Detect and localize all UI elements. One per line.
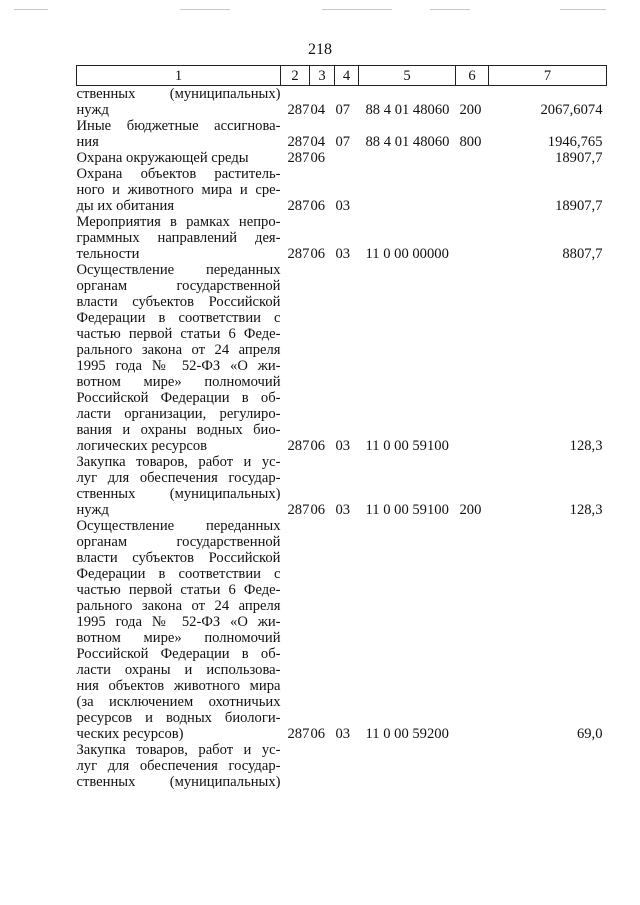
name-line: вотном мире» полномочий (76, 630, 281, 646)
column-header-row (77, 66, 607, 86)
amount: 18907,7 (555, 198, 603, 214)
expense-type-code (456, 518, 489, 742)
scan-artifact (322, 9, 392, 10)
column-header: 1 (77, 66, 281, 86)
expense-type-code: 200 (459, 502, 482, 518)
scan-artifact (430, 9, 470, 10)
target-article-code: 88 4 01 48060 (365, 134, 450, 150)
section-code: 04 (310, 102, 326, 118)
amount (489, 742, 607, 790)
name-line: органам государственной (76, 534, 281, 550)
section-code: 06 (310, 502, 326, 518)
name-line: Российской Федерации в об- (76, 646, 281, 662)
expense-type-code (456, 262, 489, 454)
subsection-code: 03 (335, 438, 351, 454)
name-line: рального закона от 24 апреля (76, 342, 281, 358)
subsection-code (335, 150, 359, 166)
name-line: Иные бюджетные ассигнова- (76, 118, 281, 134)
name-line: луг для обеспечения государ- (76, 758, 281, 774)
column-header: 4 (335, 66, 359, 86)
target-article-code (359, 166, 456, 214)
subsection-code: 03 (335, 246, 351, 262)
expense-type-code (456, 150, 489, 166)
expense-name (77, 166, 281, 214)
page-number: 218 (308, 41, 332, 58)
name-line: частью первой статьи 6 Феде- (76, 582, 281, 598)
table-row (77, 118, 607, 150)
scan-artifact (14, 9, 48, 10)
ministry-code: 287 (287, 502, 310, 518)
table-row (77, 214, 607, 262)
name-line: ласти организации, регулиро- (76, 406, 281, 422)
table-row (77, 150, 607, 166)
name-line: рального закона от 24 апреля (76, 598, 281, 614)
name-line: логических ресурсов (76, 438, 208, 454)
scan-artifact (180, 9, 230, 10)
name-line: ственных (муниципальных) (76, 774, 281, 790)
expense-type-code (456, 742, 489, 790)
name-line: ресурсов и водных биологи- (76, 710, 281, 726)
expense-name (77, 742, 281, 790)
name-line: Мероприятия в рамках непро- (76, 214, 281, 230)
name-line: ного и животного мира и сре- (76, 182, 281, 198)
ministry-code: 287 (287, 726, 310, 742)
column-header: 3 (310, 66, 335, 86)
subsection-code: 03 (335, 726, 351, 742)
expense-type-code (456, 166, 489, 214)
name-line: Закупка товаров, работ и ус- (76, 742, 281, 758)
expense-name (77, 454, 281, 518)
column-header: 5 (359, 66, 456, 86)
column-header: 6 (456, 66, 489, 86)
name-line: Закупка товаров, работ и ус- (76, 454, 281, 470)
budget-table (76, 65, 607, 790)
name-line: ласти охраны и использова- (76, 662, 281, 678)
subsection-code: 03 (335, 502, 351, 518)
name-line: ственных (муниципальных) (76, 486, 281, 502)
amount: 128,3 (569, 502, 603, 518)
name-line: вания и охраны водных био- (76, 422, 281, 438)
scan-artifact (560, 9, 606, 10)
target-article-code (359, 742, 456, 790)
section-code: 06 (310, 150, 326, 166)
table-row (77, 262, 607, 454)
expense-name (77, 214, 281, 262)
section-code: 06 (310, 198, 326, 214)
name-line: ния (76, 134, 99, 150)
table-row (77, 86, 607, 119)
name-line: Осуществление переданных (76, 518, 281, 534)
subsection-code (335, 742, 359, 790)
expense-name (77, 150, 281, 166)
ministry-code: 287 (287, 198, 310, 214)
expense-type-code (456, 214, 489, 262)
name-line: власти субъектов Российской (76, 550, 281, 566)
section-code (310, 742, 335, 790)
amount: 69,0 (576, 726, 603, 742)
table-row (77, 166, 607, 214)
name-line: нужд (76, 102, 109, 118)
name-line: вотном мире» полномочий (76, 374, 281, 390)
name-line: граммных направлений дея- (76, 230, 281, 246)
name-line: 1995 года № 52-ФЗ «О жи- (76, 614, 281, 630)
name-line: Федерации в соответствии с (76, 310, 281, 326)
amount: 128,3 (569, 438, 603, 454)
name-line: ственных (муниципальных) (76, 86, 281, 102)
table-row (77, 454, 607, 518)
amount: 1946,765 (547, 134, 603, 150)
section-code: 06 (310, 726, 326, 742)
name-line: луг для обеспечения государ- (76, 470, 281, 486)
ministry-code (281, 742, 310, 790)
expense-name (77, 262, 281, 454)
amount: 8807,7 (562, 246, 603, 262)
target-article-code: 11 0 00 59100 (365, 502, 449, 518)
name-line: 1995 года № 52-ФЗ «О жи- (76, 358, 281, 374)
name-line: ния объектов животного мира (76, 678, 281, 694)
name-line: Федерации в соответствии с (76, 566, 281, 582)
expense-name (77, 86, 281, 119)
subsection-code: 03 (335, 198, 351, 214)
target-article-code: 11 0 00 00000 (365, 246, 449, 262)
name-line: органам государственной (76, 278, 281, 294)
target-article-code: 11 0 00 59100 (365, 438, 449, 454)
name-line: Осуществление переданных (76, 262, 281, 278)
name-line: частью первой статьи 6 Феде- (76, 326, 281, 342)
name-line: нужд (76, 502, 109, 518)
name-line: Охрана объектов раститель- (76, 166, 281, 182)
ministry-code: 287 (287, 102, 310, 118)
name-line: ды их обитания (76, 198, 175, 214)
name-line: Охрана окружающей среды (76, 150, 249, 166)
amount: 18907,7 (555, 150, 603, 166)
column-header: 7 (489, 66, 607, 86)
expense-type-code: 200 (459, 102, 482, 118)
target-article-code: 88 4 01 48060 (365, 102, 450, 118)
name-line: тельности (76, 246, 140, 262)
table-row (77, 742, 607, 790)
ministry-code: 287 (287, 246, 310, 262)
name-line: (за исключением охотничьих (76, 694, 281, 710)
name-line: власти субъектов Российской (76, 294, 281, 310)
section-code: 06 (310, 438, 326, 454)
ministry-code: 287 (287, 438, 310, 454)
table-row (77, 518, 607, 742)
name-line: ческих ресурсов) (76, 726, 184, 742)
expense-name (77, 518, 281, 742)
subsection-code: 07 (335, 134, 351, 150)
ministry-code: 287 (287, 150, 310, 166)
section-code: 06 (310, 246, 326, 262)
amount: 2067,6074 (540, 102, 603, 118)
expense-type-code: 800 (459, 134, 482, 150)
name-line: Российской Федерации в об- (76, 390, 281, 406)
target-article-code: 11 0 00 59200 (365, 726, 449, 742)
subsection-code: 07 (335, 102, 351, 118)
section-code: 04 (310, 134, 326, 150)
expense-name (77, 118, 281, 150)
ministry-code: 287 (287, 134, 310, 150)
target-article-code (359, 150, 456, 166)
column-header: 2 (281, 66, 310, 86)
